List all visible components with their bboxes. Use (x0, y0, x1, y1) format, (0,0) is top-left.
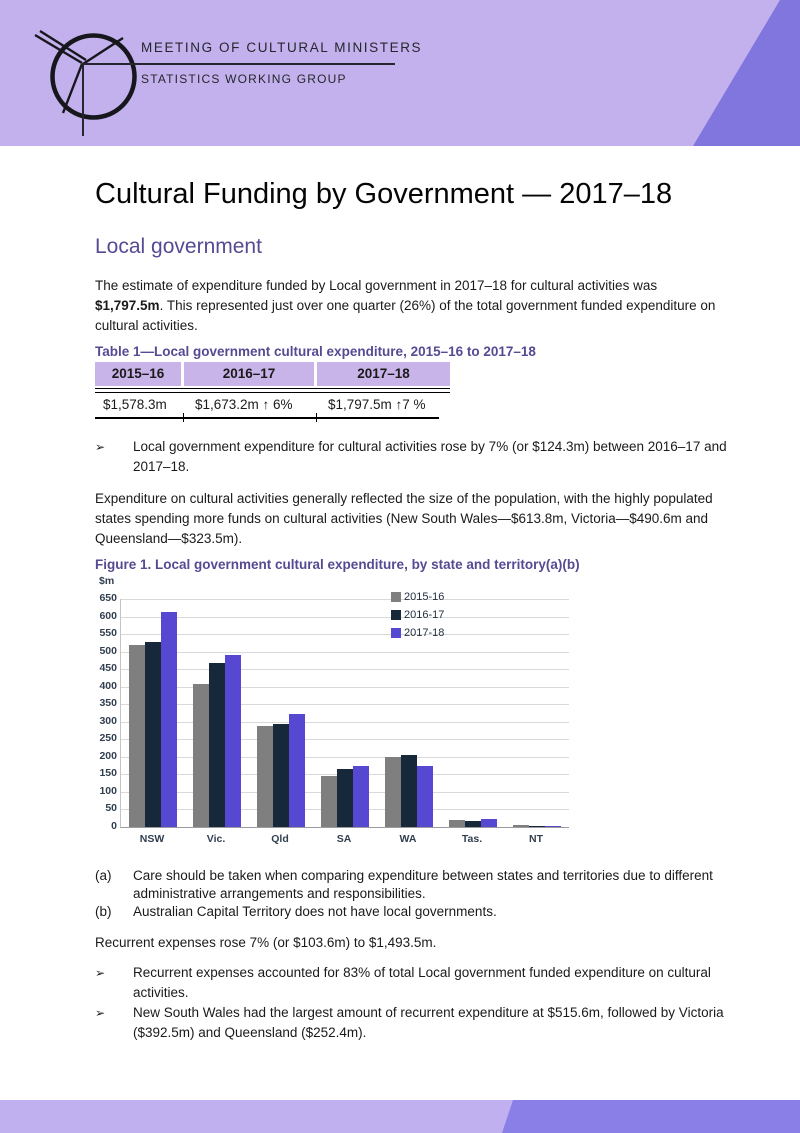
header-rule (82, 63, 395, 65)
bar (289, 714, 305, 827)
legend-label: 2015-16 (404, 591, 445, 603)
y-axis-label: 600 (99, 609, 117, 622)
bar (145, 642, 161, 827)
y-axis-label: 200 (99, 749, 117, 762)
chart-legend (391, 588, 444, 642)
x-axis-label: Qld (271, 833, 289, 845)
grid-line (121, 599, 569, 600)
y-axis-label: 350 (99, 697, 117, 710)
legend-label: 2017-18 (404, 627, 445, 639)
bar (161, 612, 177, 827)
bar (257, 726, 273, 827)
bar (449, 820, 465, 827)
bar (129, 645, 145, 827)
grid-line (121, 652, 569, 653)
grid-line (121, 634, 569, 635)
bar (321, 776, 337, 827)
legend-label: 2016-17 (404, 609, 445, 621)
table1-value-cell: $1,797.5m ↑7 % (328, 397, 426, 412)
bar (529, 826, 545, 827)
figure1-chart (97, 575, 602, 851)
legend-item (391, 606, 444, 624)
table1-header-cell: 2015–16 (95, 362, 181, 386)
page-title: Cultural Funding by Government — 2017–18 (95, 178, 673, 210)
y-axis-label: 650 (99, 592, 117, 604)
grid-line (121, 617, 569, 618)
legend-item (391, 588, 444, 606)
table1-caption: Table 1—Local government cultural expenditure, 2015–16 to 2017–18 (95, 344, 536, 359)
y-axis-label: 150 (99, 767, 117, 780)
footnote-b (95, 903, 727, 921)
footer-banner (0, 1100, 800, 1133)
y-axis-label: 50 (105, 802, 117, 815)
arrow-bullet-icon: ➢ (95, 966, 106, 980)
y-axis-label: 100 (99, 784, 117, 797)
footnotes (95, 867, 727, 921)
x-axis-label: Tas. (461, 833, 483, 845)
table1-column-stub (316, 413, 317, 422)
intro-amount: $1,797.5m (95, 298, 160, 313)
intro-pre: The estimate of expenditure funded by Local government in 2017–18 for cultural activities was (95, 278, 658, 293)
footnote-marker: (a) (95, 868, 112, 883)
y-axis-label: 500 (99, 644, 117, 657)
bar (401, 755, 417, 827)
intro-post: . This represented just over one quarter (26%) of the total government funded expenditure on cultural activities. (95, 298, 716, 333)
content-column (95, 146, 727, 1043)
table1-header-row (95, 362, 450, 386)
grid-line (121, 757, 569, 758)
plot-area (120, 599, 569, 828)
y-axis-label: 550 (99, 627, 117, 640)
list-item (95, 1003, 727, 1043)
grid-line (121, 704, 569, 705)
grid-line (121, 669, 569, 670)
recurrent-paragraph: Recurrent expenses rose 7% (or $103.6m) to $1,493.5m. (95, 935, 437, 950)
legend-swatch (391, 592, 401, 602)
table1-header-cell: 2016–17 (184, 362, 314, 386)
bar (353, 766, 369, 827)
bar (481, 819, 497, 827)
bar (465, 821, 481, 827)
list-item (95, 437, 727, 477)
bar (193, 684, 209, 827)
intro-paragraph (95, 276, 717, 336)
y-axis-unit-label: $m (99, 575, 115, 587)
table1 (95, 362, 450, 419)
y-axis-label: 250 (99, 732, 117, 745)
x-axis-label: Vic. (206, 833, 226, 845)
section-heading: Local government (95, 235, 262, 258)
table1-header-cell: 2017–18 (317, 362, 450, 386)
y-axis-label: 300 (99, 714, 117, 727)
grid-line (121, 687, 569, 688)
recurrent-bullet-list (95, 963, 727, 1043)
bullet-text: Local government expenditure for cultural activities rose by 7% (or $124.3m) between 2016–17 and 2017–18. (133, 439, 727, 474)
table1-value-cell: $1,578.3m (103, 397, 167, 412)
table1-column-stub (183, 413, 184, 422)
footnote-marker: (b) (95, 904, 112, 919)
x-axis-label: WA (399, 833, 417, 845)
legend-item (391, 624, 444, 642)
population-paragraph: Expenditure on cultural activities generally reflected the size of the population, with the highly populated states spending more funds on cultural activities (New South Wales—$613.8m, Victoria—$490.6m and Queensland—$323.5m). (95, 491, 713, 546)
header-vertical-rule (82, 63, 84, 136)
bar (273, 724, 289, 827)
table1-value-cell: $1,673.2m ↑ 6% (195, 397, 293, 412)
bar (545, 826, 561, 827)
figure1-caption: Figure 1. Local government cultural expenditure, by state and territory(a)(b) (95, 557, 580, 572)
x-axis-label: SA (336, 833, 352, 845)
table-row (95, 393, 439, 419)
arrow-bullet-icon: ➢ (95, 440, 106, 454)
legend-swatch (391, 628, 401, 638)
org-name: MEETING OF CULTURAL MINISTERS (141, 40, 423, 55)
grid-line (121, 722, 569, 723)
x-axis-label: NT (529, 833, 543, 845)
list-item (95, 963, 727, 1003)
x-axis-label: NSW (139, 833, 165, 845)
bar (513, 825, 529, 827)
bar (337, 769, 353, 827)
bar (417, 766, 433, 827)
y-axis-label: 400 (99, 679, 117, 692)
bar (385, 757, 401, 827)
grid-line (121, 739, 569, 740)
header-banner (0, 0, 800, 146)
footer-corner-triangle (0, 1100, 800, 1133)
legend-swatch (391, 610, 401, 620)
y-axis-label: 0 (111, 820, 117, 832)
y-axis-label: 450 (99, 662, 117, 675)
footnote-a (95, 867, 727, 903)
footnote-text: Care should be taken when comparing expenditure between states and territories due to different administrative arrangements and responsibilities. (133, 868, 713, 901)
org-subtitle: STATISTICS WORKING GROUP (141, 72, 347, 86)
bar (225, 655, 241, 827)
bullet-text: New South Wales had the largest amount of recurrent expenditure at $515.6m, followed by Victoria ($392.5m) and Queensland ($252.4m). (133, 1005, 724, 1040)
bar (209, 663, 225, 827)
arrow-bullet-icon: ➢ (95, 1006, 106, 1020)
footnote-text: Australian Capital Territory does not have local governments. (133, 904, 497, 919)
mcm-logo-icon (20, 20, 140, 140)
bullet-text: Recurrent expenses accounted for 83% of total Local government funded expenditure on cultural activities. (133, 965, 711, 1000)
